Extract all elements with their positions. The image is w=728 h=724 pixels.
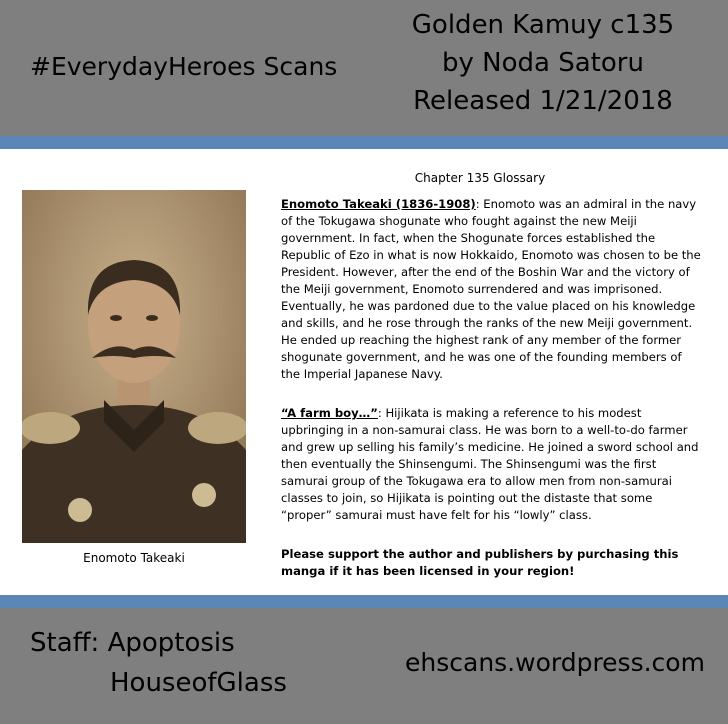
bottom-divider-band (0, 595, 728, 608)
portrait-photo (22, 190, 246, 543)
scanlator-tagline: #EverydayHeroes Scans (30, 52, 338, 81)
staff-line-1: Staff: Apoptosis (30, 628, 235, 658)
support-note: Please support the author and publishers by purchasing this manga if it has been licensed in your region! (281, 547, 679, 578)
website-url: ehscans.wordpress.com (405, 648, 705, 677)
title-line-3: Released 1/21/2018 (413, 86, 673, 116)
glossary-term: Enomoto Takeaki (1836-1908) (281, 197, 476, 211)
photo-caption: Enomoto Takeaki (83, 551, 185, 565)
top-divider-band (0, 136, 728, 149)
glossary-definition: : Enomoto was an admiral in the navy of the Tokugawa shogunate who fought against the new Meiji government. In fact, when the Shogunate forces established the Republic of Ezo in what is now Hokkaido, Enomoto was chosen to be the President. However, after the end of the Boshin War and the victory of the Meiji government, Enomoto surrendered and was imprisoned. Eventually, he was pardoned due to the value placed on his knowledge and skills, and he rose through the ranks of the new Meiji government. He ended up reaching the highest rank of any member of the former shogunate government, and he was one of the founding members of the Imperial Japanese Navy. (281, 197, 701, 381)
staff-line-2: HouseofGlass (110, 668, 287, 698)
title-line-1: Golden Kamuy c135 (411, 10, 675, 40)
glossary-term: “A farm boy…” (281, 406, 378, 420)
glossary-title: Chapter 135 Glossary (414, 171, 546, 185)
glossary-definition: : Hijikata is making a reference to his modest upbringing in a non-samurai class. He was born to a well-to-do farmer and grew up selling his family’s medicine. He joined a sword school and then eventually the Shinsengumi. The Shinsengumi was the first samurai group of the Tokugawa era to allow men from non-samurai classes to join, so Hijikata is pointing out the distaste that some “proper” samurai must have felt for his “lowly” class. (281, 406, 699, 522)
glossary-entry-enomoto (281, 196, 701, 383)
glossary-entry-farm-boy (281, 405, 701, 524)
release-title-block (400, 6, 686, 120)
title-line-2: by Noda Satoru (442, 48, 644, 78)
portrait-illustration (22, 190, 246, 543)
